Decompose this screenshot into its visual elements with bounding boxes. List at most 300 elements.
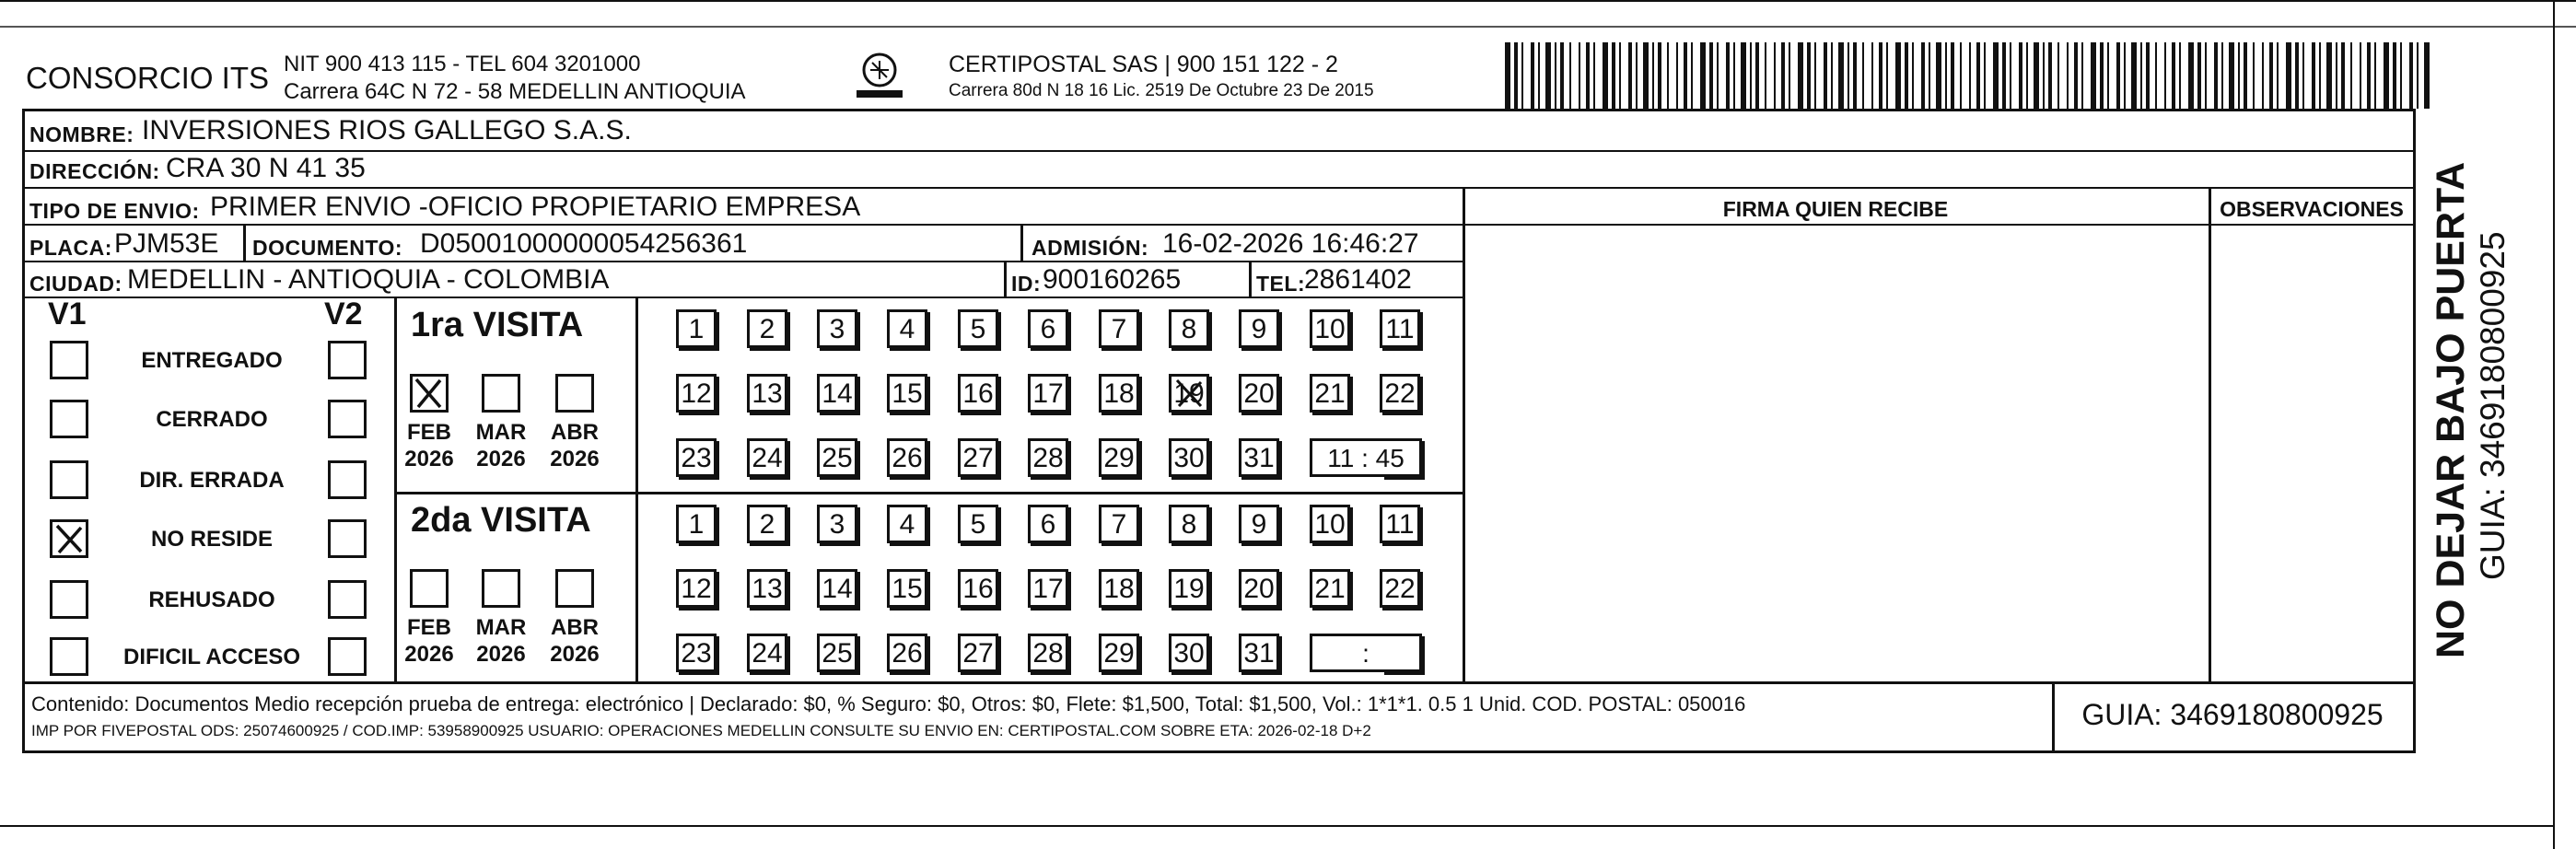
status-v2-checkbox[interactable] (328, 637, 367, 676)
day-number: 12 (681, 378, 712, 409)
day-number: 24 (752, 443, 783, 473)
day-box[interactable] (676, 374, 717, 413)
day-box[interactable] (1310, 309, 1350, 348)
top-edge-line-2 (0, 26, 2576, 28)
carrier-address: Carrera 80d N 18 16 Lic. 2519 De Octubre 23 De 2015 (949, 81, 1374, 100)
day-number: 13 (752, 574, 783, 604)
day-box[interactable] (958, 438, 998, 477)
certipostal-logo (855, 50, 904, 105)
month-checkbox[interactable] (482, 374, 520, 413)
barcode-bar (2277, 42, 2279, 109)
status-v2-checkbox[interactable] (328, 460, 367, 499)
month-name: ABR (551, 420, 599, 445)
day-box[interactable] (887, 374, 927, 413)
observaciones-label: OBSERVACIONES (2220, 197, 2404, 221)
barcode-bar (2295, 42, 2299, 109)
barcode-bar (2155, 42, 2157, 109)
barcode-bar (1969, 42, 1971, 109)
barcode-bar (2172, 42, 2175, 109)
v1-header: V1 (48, 297, 87, 331)
day-number: 9 (1251, 314, 1267, 344)
month-year: 2026 (404, 642, 454, 667)
barcode-bar (1798, 42, 1803, 109)
day-number: 22 (1384, 574, 1416, 604)
day-number: 9 (1251, 509, 1267, 540)
day-mark-icon (1171, 377, 1206, 410)
barcode-bar (2269, 42, 2273, 109)
day-box[interactable] (1028, 374, 1068, 413)
documento-divider (1020, 226, 1023, 261)
day-number: 30 (1173, 638, 1205, 669)
day-box[interactable] (676, 634, 717, 672)
barcode-bar (2124, 42, 2126, 109)
day-number: 19 (1173, 378, 1205, 409)
day-box[interactable] (958, 505, 998, 543)
day-box[interactable] (676, 569, 717, 608)
day-number: 11 (1385, 314, 1415, 344)
day-box[interactable] (887, 309, 927, 348)
barcode-bar (1667, 42, 1669, 109)
barcode-bar (2312, 42, 2315, 109)
day-number: 25 (822, 638, 853, 669)
barcode-bar (1593, 42, 1595, 109)
day-box[interactable] (747, 634, 787, 672)
status-v2-checkbox[interactable] (328, 341, 367, 379)
day-box[interactable] (747, 309, 787, 348)
month-checkbox[interactable] (482, 569, 520, 608)
form-bottom-border (22, 750, 2416, 753)
status-v1-checkbox[interactable] (50, 341, 88, 379)
day-box[interactable] (747, 569, 787, 608)
barcode-bar (2081, 42, 2083, 109)
barcode-bar (2229, 42, 2234, 109)
day-box[interactable] (1239, 309, 1279, 348)
day-box[interactable] (1169, 438, 1209, 477)
barcode-bar (2409, 42, 2413, 109)
barcode-bar (2002, 42, 2006, 109)
tel-value: 2861402 (1304, 264, 1412, 295)
month-year: 2026 (550, 447, 600, 471)
barcode-bar (1945, 42, 1947, 109)
day-box[interactable] (817, 309, 857, 348)
barcode-bar (1824, 42, 1827, 109)
status-option-label: DIR. ERRADA (139, 468, 285, 493)
day-box[interactable] (1099, 505, 1139, 543)
day-number: 29 (1103, 638, 1135, 669)
day-number: 11 (1385, 509, 1415, 540)
barcode-bar (1658, 42, 1661, 109)
day-box[interactable] (1028, 634, 1068, 672)
barcode-bar (1531, 42, 1534, 109)
v2-header: V2 (324, 297, 363, 331)
barcode-bar (1628, 42, 1632, 109)
month-checkbox[interactable] (555, 569, 594, 608)
row-divider-3 (22, 224, 1464, 226)
barcode-bar (2341, 42, 2345, 109)
day-number: 17 (1032, 574, 1064, 604)
day-number: 2 (759, 314, 775, 344)
day-box[interactable] (887, 505, 927, 543)
day-number: 15 (892, 574, 923, 604)
day-box[interactable] (1169, 634, 1209, 672)
day-number: 25 (822, 443, 853, 473)
day-box[interactable] (747, 374, 787, 413)
firma-left-border (1463, 189, 1465, 681)
barcode-bar (2350, 42, 2352, 109)
day-box[interactable] (676, 505, 717, 543)
barcode-bar (2057, 42, 2059, 109)
barcode-bar (2214, 42, 2218, 109)
barcode-bar (2067, 42, 2069, 109)
status-column-divider (394, 297, 397, 681)
visit-title: 2da VISITA (411, 501, 591, 540)
day-box[interactable] (1380, 569, 1420, 608)
day-box[interactable] (676, 309, 717, 348)
barcode-bar (2367, 42, 2371, 109)
day-box[interactable] (958, 569, 998, 608)
barcode-bar (1560, 42, 1564, 109)
barcode-bar (1921, 42, 1925, 109)
day-number: 2 (759, 509, 775, 540)
month-name: FEB (407, 420, 451, 445)
day-box[interactable] (1099, 634, 1139, 672)
month-year: 2026 (476, 642, 526, 667)
day-box[interactable] (1239, 634, 1279, 672)
day-box[interactable] (1169, 309, 1209, 348)
company-address: Carrera 64C N 72 - 58 MEDELLIN ANTIOQUIA (284, 79, 746, 104)
documento-value: D05001000000054256361 (420, 228, 748, 259)
barcode-bar (2262, 42, 2264, 109)
status-v2-checkbox[interactable] (328, 400, 367, 438)
id-divider (1249, 262, 1252, 297)
id-label: ID: (1011, 272, 1042, 296)
month-name: MAR (475, 420, 527, 445)
barcode-bar (1643, 42, 1649, 109)
tipo-envio-value: PRIMER ENVIO -OFICIO PROPIETARIO EMPRESA (210, 192, 861, 222)
visit-time: : (1362, 639, 1370, 668)
barcode (1503, 42, 2431, 109)
footer-top-line (22, 681, 2416, 684)
day-box[interactable] (887, 634, 927, 672)
barcode-bar (2100, 42, 2104, 109)
day-number: 31 (1243, 638, 1275, 669)
no-dejar-bajo-puerta: NO DEJAR BAJO PUERTA (2429, 161, 2473, 658)
day-box[interactable] (747, 505, 787, 543)
ciudad-label: CIUDAD: (29, 272, 122, 296)
day-box[interactable] (958, 309, 998, 348)
barcode-bar (2188, 42, 2194, 109)
day-number: 18 (1103, 378, 1135, 409)
status-v2-checkbox[interactable] (328, 580, 367, 619)
day-number: 28 (1032, 443, 1064, 473)
day-box[interactable] (676, 438, 717, 477)
barcode-bar (1505, 42, 1510, 109)
barcode-bar (2424, 42, 2430, 109)
barcode-bar (1579, 42, 1580, 109)
status-v1-checkbox[interactable] (50, 637, 88, 676)
barcode-bar (1636, 42, 1638, 109)
barcode-bar (1929, 42, 1930, 109)
day-box[interactable] (1028, 438, 1068, 477)
row-divider-1 (22, 150, 2416, 152)
visit-time-box[interactable] (1310, 634, 1422, 672)
day-number: 7 (1111, 314, 1127, 344)
status-v1-checkbox[interactable] (50, 519, 88, 558)
month-year: 2026 (550, 642, 600, 667)
barcode-bar (1545, 42, 1551, 109)
barcode-bar (1586, 42, 1590, 109)
barcode-bar (1619, 42, 1621, 109)
placa-divider (243, 226, 246, 261)
barcode-bar (2360, 42, 2361, 109)
day-number: 28 (1032, 638, 1064, 669)
day-number: 13 (752, 378, 783, 409)
month-name: ABR (551, 615, 599, 640)
day-box[interactable] (747, 438, 787, 477)
day-number: 29 (1103, 443, 1135, 473)
barcode-bar (1774, 42, 1776, 109)
barcode-bar (1905, 42, 1908, 109)
day-box[interactable] (1099, 569, 1139, 608)
barcode-bar (1741, 42, 1746, 109)
barcode-bar (2034, 42, 2039, 109)
tipo-envio-label: TIPO DE ENVIO: (29, 199, 200, 223)
barcode-bar (2244, 42, 2247, 109)
day-number: 26 (892, 638, 923, 669)
day-box[interactable] (1380, 309, 1420, 348)
day-number: 22 (1384, 378, 1416, 409)
barcode-bar (1936, 42, 1941, 109)
footer-contenido: Contenido: Documentos Medio recepción prueba de entrega: electrónico | Declarado: $0, % Seguro: $0, Otros: $0, Flete: $1,500, Total: $1,500, Vol.: 1*1*1. 0.5 1 Unid. COD. POSTAL: 050016 (31, 692, 1746, 715)
day-number: 27 (962, 443, 994, 473)
day-box[interactable] (1380, 505, 1420, 543)
barcode-bar (1750, 42, 1752, 109)
status-option-label: NO RESIDE (150, 527, 274, 552)
barcode-bar (2179, 42, 2181, 109)
day-box[interactable] (817, 569, 857, 608)
month-checkbox[interactable] (410, 569, 449, 608)
firma-label: FIRMA QUIEN RECIBE (1722, 197, 1949, 221)
observaciones-left-border (2209, 189, 2211, 681)
month-name: FEB (407, 615, 451, 640)
day-box[interactable] (1028, 505, 1068, 543)
day-number: 30 (1173, 443, 1205, 473)
status-v2-checkbox[interactable] (328, 519, 367, 558)
day-number: 21 (1314, 574, 1346, 604)
barcode-bar (2164, 42, 2166, 109)
barcode-bar (1652, 42, 1654, 109)
status-option-label: CERRADO (156, 407, 268, 432)
barcode-bar (2091, 42, 2096, 109)
day-box[interactable] (1310, 505, 1350, 543)
barcode-bar (2286, 42, 2291, 109)
day-number: 10 (1314, 314, 1346, 344)
barcode-bar (1691, 42, 1693, 109)
status-v1-checkbox[interactable] (50, 580, 88, 619)
direccion-value: CRA 30 N 41 35 (166, 153, 366, 183)
barcode-bar (2205, 42, 2207, 109)
ciudad-value: MEDELLIN - ANTIOQUIA - COLOMBIA (127, 264, 610, 295)
barcode-bar (1684, 42, 1687, 109)
barcode-bar (1603, 42, 1608, 109)
month-year: 2026 (476, 447, 526, 471)
barcode-bar (2074, 42, 2078, 109)
barcode-bar (1555, 42, 1556, 109)
months-days-divider (635, 297, 638, 681)
day-box[interactable] (1239, 374, 1279, 413)
row-divider-2 (22, 187, 2416, 189)
day-number: 23 (681, 638, 712, 669)
barcode-bar (1814, 42, 1816, 109)
barcode-bar (1700, 42, 1706, 109)
check-x-icon (413, 377, 446, 410)
barcode-bar (1831, 42, 1833, 109)
barcode-bar (2116, 42, 2120, 109)
day-box[interactable] (1239, 438, 1279, 477)
visit-time-box[interactable] (1310, 438, 1422, 477)
day-number: 4 (899, 509, 915, 540)
barcode-bar (2400, 42, 2402, 109)
day-number: 3 (829, 509, 845, 540)
form-left-border (22, 109, 25, 753)
barcode-bar (1717, 42, 1719, 109)
day-box[interactable] (1380, 374, 1420, 413)
barcode-bar (2146, 42, 2150, 109)
barcode-bar (1862, 42, 1864, 109)
day-number: 17 (1032, 378, 1064, 409)
barcode-bar (2374, 42, 2376, 109)
day-box[interactable] (1310, 569, 1350, 608)
status-v1-checkbox[interactable] (50, 400, 88, 438)
barcode-bar (1538, 42, 1540, 109)
barcode-bar (2140, 42, 2142, 109)
id-value: 900160265 (1043, 264, 1182, 295)
day-number: 14 (822, 378, 853, 409)
barcode-bar (1765, 42, 1766, 109)
admision-label: ADMISIÓN: (1032, 236, 1149, 260)
barcode-bar (1514, 42, 1518, 109)
day-number: 1 (688, 509, 705, 540)
day-box[interactable] (817, 374, 857, 413)
day-box[interactable] (1028, 309, 1068, 348)
barcode-bar (1951, 42, 1954, 109)
barcode-bar (2107, 42, 2109, 109)
barcode-bar (1709, 42, 1713, 109)
day-number: 26 (892, 443, 923, 473)
barcode-bar (1789, 42, 1790, 109)
barcode-bar (1781, 42, 1785, 109)
status-option-label: REHUSADO (148, 587, 275, 612)
barcode-bar (2043, 42, 2045, 109)
day-box[interactable] (1169, 505, 1209, 543)
form-right-border (2413, 109, 2416, 753)
day-box[interactable] (1099, 309, 1139, 348)
form-top-border (22, 109, 2416, 111)
day-box[interactable] (817, 438, 857, 477)
day-box[interactable] (1099, 438, 1139, 477)
barcode-bar (2417, 42, 2419, 109)
day-box[interactable] (817, 505, 857, 543)
row-divider-5 (22, 297, 1464, 298)
day-number: 4 (899, 314, 915, 344)
check-x-icon (52, 522, 86, 555)
day-box[interactable] (1239, 569, 1279, 608)
right-edge-line (2553, 0, 2555, 849)
day-number: 16 (962, 574, 994, 604)
barcode-bar (2131, 42, 2137, 109)
tel-label: TEL: (1256, 272, 1306, 296)
day-box[interactable] (958, 634, 998, 672)
barcode-bar (1733, 42, 1735, 109)
barcode-bar (2048, 42, 2052, 109)
barcode-bar (2197, 42, 2201, 109)
day-box[interactable] (887, 438, 927, 477)
barcode-bar (1612, 42, 1615, 109)
barcode-bar (1569, 42, 1571, 109)
day-number: 6 (1040, 509, 1056, 540)
barcode-bar (2026, 42, 2028, 109)
barcode-bar (2326, 42, 2332, 109)
day-box[interactable] (958, 374, 998, 413)
day-number: 18 (1103, 574, 1135, 604)
day-number: 15 (892, 378, 923, 409)
barcode-bar (2221, 42, 2223, 109)
day-box[interactable] (1028, 569, 1068, 608)
barcode-bar (2319, 42, 2321, 109)
day-number: 27 (962, 638, 994, 669)
footer-imp: IMP POR FIVEPOSTAL ODS: 25074600925 / COD.IMP: 53958900925 USUARIO: OPERACIONES MEDELLIN CONSULTE SU ENVIO EN: CERTIPOSTAL.COM SOBRE ETA: 2026-02-18 D+2 (31, 722, 1371, 739)
barcode-bar (1726, 42, 1730, 109)
barcode-bar (2019, 42, 2022, 109)
barcode-bar (1993, 42, 1999, 109)
day-number: 20 (1243, 378, 1275, 409)
placa-value: PJM53E (114, 228, 219, 259)
status-v1-checkbox[interactable] (50, 460, 88, 499)
day-number: 23 (681, 443, 712, 473)
barcode-bar (1895, 42, 1901, 109)
barcode-bar (2238, 42, 2240, 109)
direccion-label: DIRECCIÓN: (29, 159, 160, 183)
day-number: 10 (1314, 509, 1346, 540)
day-number: 3 (829, 314, 845, 344)
ciudad-divider (1004, 262, 1007, 297)
barcode-bar (1879, 42, 1882, 109)
day-box[interactable] (817, 634, 857, 672)
documento-label: DOCUMENTO: (252, 236, 403, 260)
status-option-label: ENTREGADO (141, 348, 283, 373)
right-panel-header-line (1463, 224, 2416, 226)
side-guia: GUIA: 3469180800925 (2474, 231, 2512, 580)
placa-label: PLACA: (29, 236, 112, 260)
barcode-bar (1912, 42, 1914, 109)
day-box[interactable] (1169, 374, 1209, 413)
month-checkbox[interactable] (410, 374, 449, 413)
day-box[interactable] (887, 569, 927, 608)
day-number: 5 (970, 314, 986, 344)
day-number: 12 (681, 574, 712, 604)
barcode-bar (2302, 42, 2304, 109)
barcode-bar (1755, 42, 1759, 109)
barcode-bar (2253, 42, 2255, 109)
day-number: 8 (1181, 314, 1197, 344)
day-box[interactable] (1310, 374, 1350, 413)
day-box[interactable] (1169, 569, 1209, 608)
day-box[interactable] (1099, 374, 1139, 413)
barcode-bar (1838, 42, 1844, 109)
month-checkbox[interactable] (555, 374, 594, 413)
footer-guia: GUIA: 3469180800925 (2081, 698, 2384, 731)
day-box[interactable] (1239, 505, 1279, 543)
